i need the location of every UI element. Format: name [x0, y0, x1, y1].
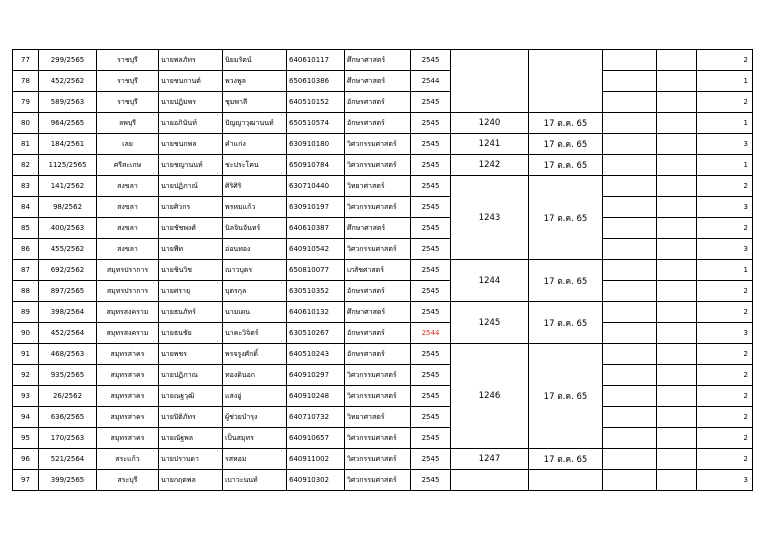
- first-name: นายศรายุ: [159, 281, 223, 302]
- province: สมุทรสงคราม: [97, 323, 159, 344]
- table-row: [13, 176, 753, 197]
- faculty: อักษรศาสตร์: [345, 344, 411, 365]
- province: สมุทรสาคร: [97, 344, 159, 365]
- empty-cell: [603, 113, 657, 134]
- first-name: นายพีท: [159, 239, 223, 260]
- first-name: นายกฤตพล: [159, 470, 223, 491]
- last-name: อ่อนทอง: [223, 239, 287, 260]
- birth-year: 2545: [411, 260, 451, 281]
- empty-cell: [657, 260, 697, 281]
- empty-cell: [657, 428, 697, 449]
- reference-number: 400/2563: [39, 218, 97, 239]
- empty-cell: [657, 197, 697, 218]
- empty-cell: [603, 365, 657, 386]
- student-id: 650910784: [287, 155, 345, 176]
- table-row: [13, 218, 753, 239]
- last-name: รสหอม: [223, 449, 287, 470]
- table-row: [13, 134, 753, 155]
- batch-date: 17 ต.ค. 65: [529, 155, 603, 176]
- province: สมุทรสาคร: [97, 365, 159, 386]
- first-name: นายชินวิช: [159, 260, 223, 281]
- province: ลพบุรี: [97, 113, 159, 134]
- birth-year: 2545: [411, 407, 451, 428]
- empty-cell: [657, 71, 697, 92]
- reference-number: 170/2563: [39, 428, 97, 449]
- row-number: 77: [13, 50, 39, 71]
- table-row: [13, 386, 753, 407]
- count: 2: [697, 218, 753, 239]
- first-name: นายปฏิมพร: [159, 92, 223, 113]
- batch-date: 17 ต.ค. 65: [529, 302, 603, 344]
- birth-year: 2545: [411, 218, 451, 239]
- faculty: วิศวกรรมศาสตร์: [345, 155, 411, 176]
- empty-cell: [603, 239, 657, 260]
- faculty: ศึกษาศาสตร์: [345, 302, 411, 323]
- empty-cell: [657, 218, 697, 239]
- batch-date: 17 ต.ค. 65: [529, 113, 603, 134]
- count: 1: [697, 71, 753, 92]
- empty-cell: [657, 134, 697, 155]
- last-name: ทองดินอก: [223, 365, 287, 386]
- first-name: นายธนภัทร์: [159, 302, 223, 323]
- count: 2: [697, 176, 753, 197]
- count: 2: [697, 50, 753, 71]
- province: ศรีสะเกษ: [97, 155, 159, 176]
- batch-date: [529, 470, 603, 491]
- reference-number: 636/2565: [39, 407, 97, 428]
- row-number: 88: [13, 281, 39, 302]
- count: 2: [697, 344, 753, 365]
- batch-date: 17 ต.ค. 65: [529, 449, 603, 470]
- empty-cell: [603, 92, 657, 113]
- count: 3: [697, 197, 753, 218]
- faculty: วิทยาศาสตร์: [345, 176, 411, 197]
- student-id: 640910657: [287, 428, 345, 449]
- faculty: เภสัชศาสตร์: [345, 260, 411, 281]
- province: สมุทรปราการ: [97, 260, 159, 281]
- batch-number: 1245: [451, 302, 529, 344]
- last-name: ผู้ช่วยบำรุง: [223, 407, 287, 428]
- province: สงขลา: [97, 197, 159, 218]
- birth-year: 2545: [411, 386, 451, 407]
- last-name: นิลจินจันทร์: [223, 218, 287, 239]
- count: 2: [697, 92, 753, 113]
- empty-cell: [657, 365, 697, 386]
- student-id: 640510243: [287, 344, 345, 365]
- student-id: 640610117: [287, 50, 345, 71]
- reference-number: 455/2562: [39, 239, 97, 260]
- count: 3: [697, 134, 753, 155]
- empty-cell: [603, 50, 657, 71]
- reference-number: 521/2564: [39, 449, 97, 470]
- count: 2: [697, 449, 753, 470]
- batch-date: 17 ต.ค. 65: [529, 344, 603, 449]
- reference-number: 897/2565: [39, 281, 97, 302]
- table-row: [13, 50, 753, 71]
- table-row: [13, 365, 753, 386]
- empty-cell: [603, 218, 657, 239]
- reference-number: 452/2564: [39, 323, 97, 344]
- student-id: 650610386: [287, 71, 345, 92]
- empty-cell: [657, 50, 697, 71]
- count: 3: [697, 470, 753, 491]
- student-id: 650810077: [287, 260, 345, 281]
- batch-number: [451, 50, 529, 113]
- table-row: [13, 71, 753, 92]
- birth-year: 2545: [411, 365, 451, 386]
- batch-number: 1246: [451, 344, 529, 449]
- last-name: นาคะวิจิตร์: [223, 323, 287, 344]
- faculty: อักษรศาสตร์: [345, 92, 411, 113]
- last-name: ชะประโคน: [223, 155, 287, 176]
- province: สมุทรสาคร: [97, 407, 159, 428]
- first-name: นายปฏิภาณ์: [159, 176, 223, 197]
- count: 1: [697, 113, 753, 134]
- birth-year: 2544: [411, 71, 451, 92]
- faculty: วิศวกรรมศาสตร์: [345, 134, 411, 155]
- birth-year: 2545: [411, 134, 451, 155]
- province: ราชบุรี: [97, 92, 159, 113]
- birth-year: 2545: [411, 113, 451, 134]
- province: สงขลา: [97, 218, 159, 239]
- row-number: 85: [13, 218, 39, 239]
- empty-cell: [657, 239, 697, 260]
- row-number: 81: [13, 134, 39, 155]
- faculty: อักษรศาสตร์: [345, 113, 411, 134]
- last-name: แสงอู่: [223, 386, 287, 407]
- last-name: คำแก่ง: [223, 134, 287, 155]
- table-row: [13, 470, 753, 491]
- empty-cell: [657, 386, 697, 407]
- empty-cell: [603, 281, 657, 302]
- student-id: 630910197: [287, 197, 345, 218]
- row-number: 90: [13, 323, 39, 344]
- count: 2: [697, 281, 753, 302]
- batch-number: 1242: [451, 155, 529, 176]
- last-name: เป็นสมุทร: [223, 428, 287, 449]
- row-number: 82: [13, 155, 39, 176]
- student-id: 640710732: [287, 407, 345, 428]
- table-row: [13, 281, 753, 302]
- row-number: 84: [13, 197, 39, 218]
- student-table: [12, 49, 753, 491]
- empty-cell: [603, 344, 657, 365]
- province: สมุทรสาคร: [97, 428, 159, 449]
- first-name: นายชนกานต์: [159, 71, 223, 92]
- empty-cell: [657, 449, 697, 470]
- province: สงขลา: [97, 239, 159, 260]
- empty-cell: [657, 470, 697, 491]
- province: ราชบุรี: [97, 50, 159, 71]
- first-name: นายปิติภัทร: [159, 407, 223, 428]
- row-number: 89: [13, 302, 39, 323]
- batch-number: 1240: [451, 113, 529, 134]
- first-name: นายชญานนท์: [159, 155, 223, 176]
- count: 3: [697, 239, 753, 260]
- row-number: 95: [13, 428, 39, 449]
- first-name: นายณัฐพล: [159, 428, 223, 449]
- last-name: ศิริศิริ: [223, 176, 287, 197]
- province: ราชบุรี: [97, 71, 159, 92]
- reference-number: 452/2562: [39, 71, 97, 92]
- student-id: 640911002: [287, 449, 345, 470]
- empty-cell: [657, 281, 697, 302]
- last-name: พรหมแก้ว: [223, 197, 287, 218]
- last-name: พวงพูล: [223, 71, 287, 92]
- count: 2: [697, 407, 753, 428]
- last-name: นามเดน: [223, 302, 287, 323]
- birth-year: 2545: [411, 449, 451, 470]
- birth-year: 2545: [411, 92, 451, 113]
- faculty: วิทยาศาสตร์: [345, 407, 411, 428]
- student-id: 640610387: [287, 218, 345, 239]
- first-name: นายณฐวุฒิ: [159, 386, 223, 407]
- faculty: อักษรศาสตร์: [345, 281, 411, 302]
- row-number: 91: [13, 344, 39, 365]
- count: 1: [697, 260, 753, 281]
- reference-number: 935/2565: [39, 365, 97, 386]
- batch-number: 1241: [451, 134, 529, 155]
- table-row: [13, 92, 753, 113]
- reference-number: 98/2562: [39, 197, 97, 218]
- student-id: 630510267: [287, 323, 345, 344]
- table-row: [13, 260, 753, 281]
- birth-year: 2545: [411, 197, 451, 218]
- table-row: [13, 344, 753, 365]
- batch-number: 1244: [451, 260, 529, 302]
- birth-year: 2545: [411, 344, 451, 365]
- empty-cell: [603, 470, 657, 491]
- batch-number: 1247: [451, 449, 529, 470]
- table-row: [13, 323, 753, 344]
- count: 2: [697, 302, 753, 323]
- table-body: [13, 50, 753, 491]
- last-name: พรจรูงศักดิ์: [223, 344, 287, 365]
- batch-number: [451, 470, 529, 491]
- birth-year: 2545: [411, 50, 451, 71]
- table-row: [13, 155, 753, 176]
- reference-number: 299/2565: [39, 50, 97, 71]
- row-number: 79: [13, 92, 39, 113]
- faculty: วิศวกรรมศาสตร์: [345, 386, 411, 407]
- count: 1: [697, 155, 753, 176]
- table-row: [13, 197, 753, 218]
- count: 2: [697, 428, 753, 449]
- empty-cell: [657, 407, 697, 428]
- first-name: นายปราบดา: [159, 449, 223, 470]
- faculty: วิศวกรรมศาสตร์: [345, 197, 411, 218]
- first-name: นายพลภัทร: [159, 50, 223, 71]
- empty-cell: [603, 407, 657, 428]
- table-row: [13, 113, 753, 134]
- empty-cell: [603, 386, 657, 407]
- reference-number: 141/2562: [39, 176, 97, 197]
- table-row: [13, 407, 753, 428]
- empty-cell: [603, 134, 657, 155]
- empty-cell: [603, 71, 657, 92]
- empty-cell: [603, 302, 657, 323]
- row-number: 83: [13, 176, 39, 197]
- table-row: [13, 428, 753, 449]
- student-id: 640910297: [287, 365, 345, 386]
- empty-cell: [603, 323, 657, 344]
- faculty: อักษรศาสตร์: [345, 323, 411, 344]
- birth-year: 2544: [411, 323, 451, 344]
- empty-cell: [603, 260, 657, 281]
- reference-number: 399/2565: [39, 470, 97, 491]
- empty-cell: [657, 155, 697, 176]
- empty-cell: [657, 302, 697, 323]
- faculty: วิศวกรรมศาสตร์: [345, 449, 411, 470]
- reference-number: 468/2563: [39, 344, 97, 365]
- faculty: ศึกษาศาสตร์: [345, 218, 411, 239]
- batch-date: 17 ต.ค. 65: [529, 260, 603, 302]
- first-name: นายชัชพงศ์: [159, 218, 223, 239]
- student-id: 640510152: [287, 92, 345, 113]
- province: สงขลา: [97, 176, 159, 197]
- empty-cell: [657, 113, 697, 134]
- province: สระแก้ว: [97, 449, 159, 470]
- first-name: นายพชร: [159, 344, 223, 365]
- empty-cell: [657, 323, 697, 344]
- student-id: 640610132: [287, 302, 345, 323]
- birth-year: 2545: [411, 239, 451, 260]
- table-row: [13, 239, 753, 260]
- batch-number: 1243: [451, 176, 529, 260]
- student-id: 640910248: [287, 386, 345, 407]
- province: สมุทรสงคราม: [97, 302, 159, 323]
- row-number: 94: [13, 407, 39, 428]
- count: 2: [697, 365, 753, 386]
- table-row: [13, 302, 753, 323]
- first-name: นายชนกพล: [159, 134, 223, 155]
- student-id: 640910302: [287, 470, 345, 491]
- birth-year: 2545: [411, 428, 451, 449]
- birth-year: 2545: [411, 176, 451, 197]
- row-number: 78: [13, 71, 39, 92]
- empty-cell: [603, 428, 657, 449]
- province: สระบุรี: [97, 470, 159, 491]
- last-name: ปัญญาวุฒานนท์: [223, 113, 287, 134]
- reference-number: 184/2561: [39, 134, 97, 155]
- student-id: 630910180: [287, 134, 345, 155]
- faculty: วิศวกรรมศาสตร์: [345, 470, 411, 491]
- first-name: นายปฏิภาณ: [159, 365, 223, 386]
- student-id: 650510574: [287, 113, 345, 134]
- faculty: วิศวกรรมศาสตร์: [345, 428, 411, 449]
- last-name: นิยมรัตน์: [223, 50, 287, 71]
- last-name: เบาวะนนท์: [223, 470, 287, 491]
- empty-cell: [657, 92, 697, 113]
- row-number: 97: [13, 470, 39, 491]
- last-name: บุตรกุล: [223, 281, 287, 302]
- birth-year: 2545: [411, 155, 451, 176]
- province: สมุทรปราการ: [97, 281, 159, 302]
- first-name: นายธนชัย: [159, 323, 223, 344]
- last-name: ชุมพาลี: [223, 92, 287, 113]
- batch-date: [529, 50, 603, 113]
- batch-date: 17 ต.ค. 65: [529, 134, 603, 155]
- empty-cell: [603, 449, 657, 470]
- reference-number: 398/2564: [39, 302, 97, 323]
- faculty: ศึกษาศาสตร์: [345, 71, 411, 92]
- empty-cell: [657, 176, 697, 197]
- row-number: 80: [13, 113, 39, 134]
- first-name: นายศิวกร: [159, 197, 223, 218]
- province: สมุทรสาคร: [97, 386, 159, 407]
- table-row: [13, 449, 753, 470]
- row-number: 86: [13, 239, 39, 260]
- student-id: 630510352: [287, 281, 345, 302]
- student-id: 640910542: [287, 239, 345, 260]
- reference-number: 1125/2565: [39, 155, 97, 176]
- empty-cell: [603, 155, 657, 176]
- birth-year: 2545: [411, 302, 451, 323]
- empty-cell: [603, 176, 657, 197]
- empty-cell: [657, 344, 697, 365]
- row-number: 93: [13, 386, 39, 407]
- faculty: วิศวกรรมศาสตร์: [345, 365, 411, 386]
- reference-number: 692/2562: [39, 260, 97, 281]
- row-number: 92: [13, 365, 39, 386]
- count: 2: [697, 386, 753, 407]
- faculty: วิศวกรรมศาสตร์: [345, 239, 411, 260]
- faculty: ศึกษาศาสตร์: [345, 50, 411, 71]
- birth-year: 2545: [411, 470, 451, 491]
- reference-number: 26/2562: [39, 386, 97, 407]
- row-number: 96: [13, 449, 39, 470]
- first-name: นายอภินันท์: [159, 113, 223, 134]
- row-number: 87: [13, 260, 39, 281]
- batch-date: 17 ต.ค. 65: [529, 176, 603, 260]
- last-name: ณาวบุตร: [223, 260, 287, 281]
- reference-number: 964/2565: [39, 113, 97, 134]
- birth-year: 2545: [411, 281, 451, 302]
- province: เลย: [97, 134, 159, 155]
- empty-cell: [603, 197, 657, 218]
- count: 3: [697, 323, 753, 344]
- student-id: 630710440: [287, 176, 345, 197]
- reference-number: 589/2563: [39, 92, 97, 113]
